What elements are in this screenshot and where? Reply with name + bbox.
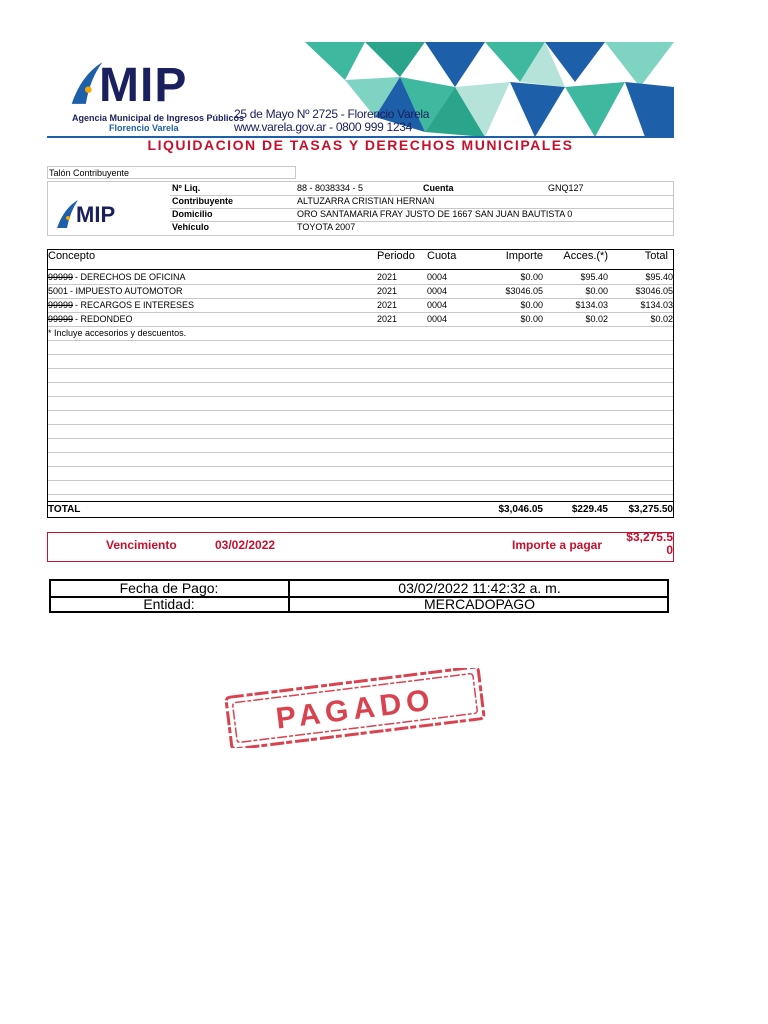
vencimiento-label: Vencimiento	[106, 538, 177, 552]
total-label: TOTAL	[48, 504, 81, 515]
stamp-text: PAGADO	[274, 683, 437, 736]
concept-table	[47, 249, 674, 518]
col-total: Total	[644, 250, 668, 262]
contribuyente-label: Contribuyente	[172, 196, 234, 206]
total-cell: $3046.05	[635, 286, 673, 296]
empty-row	[48, 495, 673, 502]
acces-cell: $134.03	[575, 300, 608, 310]
empty-row	[48, 341, 673, 355]
table-row	[48, 299, 673, 313]
logo-text: MIP	[99, 59, 188, 112]
total-row	[48, 503, 673, 517]
concept-desc: - REDONDEO	[75, 314, 133, 324]
cuenta-value: GNQ127	[548, 183, 584, 193]
empty-row	[48, 411, 673, 425]
address-line: 25 de Mayo Nº 2725 - Florencio Varela	[234, 107, 430, 121]
cuota-cell: 0004	[427, 300, 448, 310]
nliq-row	[170, 182, 674, 196]
cuota-cell: 0004	[427, 314, 448, 324]
cuenta-label: Cuenta	[423, 183, 454, 193]
vehiculo-label: Vehículo	[172, 222, 210, 232]
periodo-cell: 2021	[377, 272, 398, 282]
concept-code: 99999	[48, 314, 74, 324]
vencimiento-box	[47, 532, 674, 562]
total-importe: $3,046.05	[498, 504, 543, 515]
acces-cell: $95.40	[580, 272, 608, 282]
cuota-cell: 0004	[427, 286, 448, 296]
table-header-row	[48, 250, 673, 270]
agency-city: Florencio Varela	[109, 123, 179, 133]
empty-row	[48, 369, 673, 383]
col-cuota: Cuota	[427, 250, 457, 262]
contribuyente-row	[170, 195, 674, 209]
col-acces: Acces.(*)	[563, 250, 608, 262]
domicilio-value: ORO SANTAMARIA FRAY JUSTO DE 1667 SAN JUAN BAUTISTA 0	[297, 209, 573, 219]
entidad-row	[51, 597, 667, 612]
empty-row	[48, 481, 673, 495]
nliq-value: 88 - 8038334 - 5	[297, 183, 364, 193]
empty-row	[48, 467, 673, 481]
website-phone-line: www.varela.gov.ar - 0800 999 1234	[234, 120, 412, 134]
importe-cell: $3046.05	[505, 286, 543, 296]
importe-value-line1: $3,275.5	[626, 530, 673, 544]
table-row	[48, 271, 673, 285]
concept-code: 99999	[48, 272, 74, 282]
importe-cell: $0.00	[520, 314, 543, 324]
domicilio-row	[170, 208, 674, 222]
total-cell: $0.02	[650, 314, 673, 324]
concept-code: 99999	[48, 300, 74, 310]
fecha-pago-label: Fecha de Pago:	[119, 580, 219, 596]
fecha-pago-value: 03/02/2022 11:42:32 a. m.	[288, 581, 669, 596]
payment-table	[49, 579, 669, 613]
document-title: LIQUIDACION DE TASAS Y DERECHOS MUNICIPALES	[147, 137, 574, 153]
footnote-row	[48, 327, 673, 341]
entidad-label: Entidad:	[143, 596, 195, 612]
talon-label: Talón Contribuyente	[47, 166, 296, 179]
importe-cell: $0.00	[520, 300, 543, 310]
acces-cell: $0.02	[585, 314, 608, 324]
total-acces: $229.45	[571, 504, 608, 515]
domicilio-label: Domicilio	[172, 209, 213, 219]
importe-a-pagar-value	[623, 531, 673, 557]
acces-cell: $0.00	[585, 286, 608, 296]
periodo-cell: 2021	[377, 300, 398, 310]
importe-value-line2: 0	[666, 543, 673, 557]
col-periodo: Periodo	[377, 250, 415, 262]
contribuyente-value: ALTUZARRA CRISTIAN HERNAN	[297, 196, 435, 206]
concept-desc: - RECARGOS E INTERESES	[75, 300, 195, 310]
empty-row	[48, 453, 673, 467]
col-concepto: Concepto	[48, 250, 96, 262]
importe-a-pagar-label: Importe a pagar	[512, 538, 603, 552]
contributor-info-box	[47, 181, 674, 236]
vencimiento-date: 03/02/2022	[215, 538, 276, 552]
empty-row	[48, 425, 673, 439]
empty-row	[48, 355, 673, 369]
periodo-cell: 2021	[377, 314, 398, 324]
table-row	[48, 285, 673, 299]
empty-row	[48, 439, 673, 453]
periodo-cell: 2021	[377, 286, 398, 296]
empty-row	[48, 383, 673, 397]
concept-desc: - DERECHOS DE OFICINA	[75, 272, 186, 282]
small-logo-text: MIP	[76, 202, 116, 227]
table-row	[48, 313, 673, 327]
nliq-label: Nº Liq.	[172, 183, 201, 193]
vehiculo-row	[170, 221, 674, 234]
total-cell: $95.40	[645, 272, 673, 282]
total-cell: $134.03	[640, 300, 673, 310]
cuota-cell: 0004	[427, 272, 448, 282]
agency-name: Agencia Municipal de Ingresos Públicos	[72, 113, 245, 123]
entidad-value: MERCADOPAGO	[288, 597, 669, 612]
importe-cell: $0.00	[520, 272, 543, 282]
pagado-stamp	[220, 668, 490, 748]
footnote: * Incluye accesorios y descuentos.	[48, 328, 187, 338]
header-banner	[47, 42, 674, 142]
total-total: $3,275.50	[628, 504, 673, 515]
empty-row	[48, 397, 673, 411]
col-importe: Importe	[505, 250, 543, 262]
concept-desc: - IMPUESTO AUTOMOTOR	[70, 286, 183, 296]
vehiculo-value: TOYOTA 2007	[297, 222, 356, 232]
concept-code: 5001	[48, 286, 69, 296]
